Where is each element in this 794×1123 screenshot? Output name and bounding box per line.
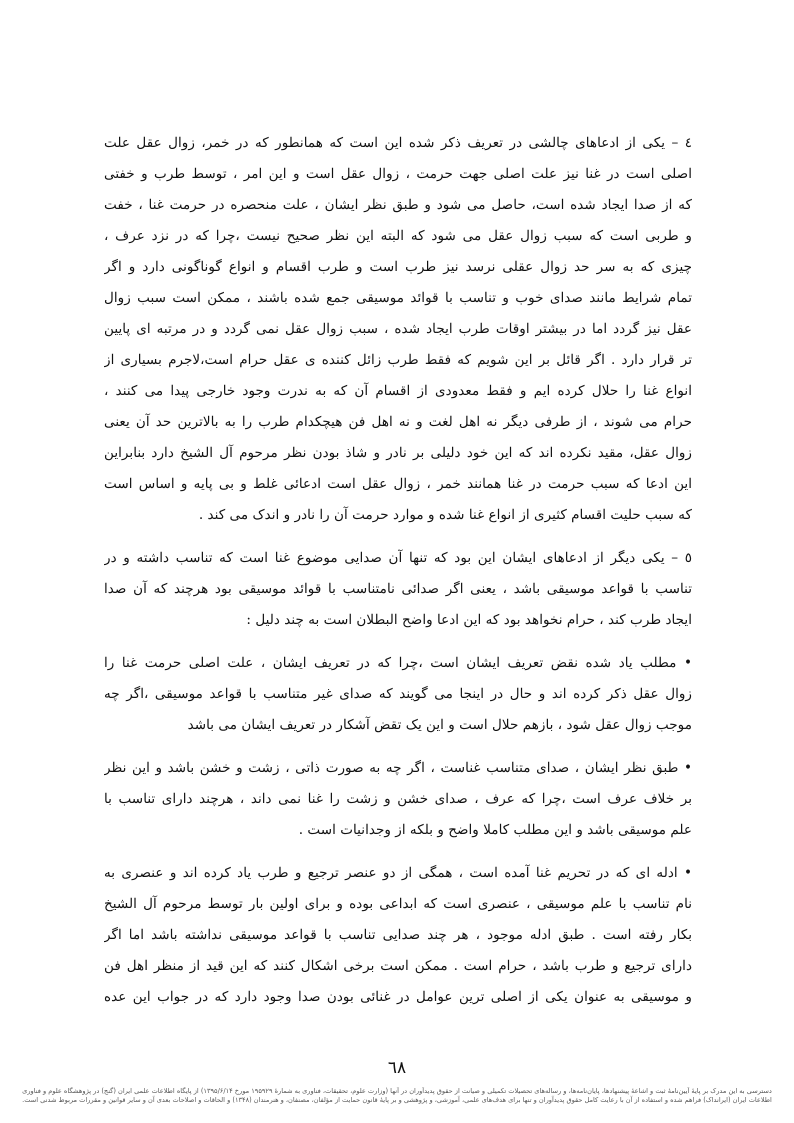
text-line: بکار رفته است . طبق ادله موجود ، هر چند صدایی تناسب با قواعد موسیقی نداشته باشد اما اگر	[104, 927, 692, 943]
text-line: اصلی است در غنا نیز علت اصلی جهت حرمت ، زوال عقل است و این امر ، توسط طرب و خفتی	[104, 166, 692, 182]
footer-line: دسترسی به این مدرک بر پایهٔ آیین‌نامهٔ ثبت و اشاعهٔ پیشنهادها، پایان‌نامه‌ها، و رساله‌های تحصیلات تکمیلی و صیانت از حقوق پدیدآوران در آنها (وزارت علوم، تحقیقات، فناوری به شمارهٔ ۱۹۵۹۲۹ مورخ ۱۳۹۵/۶/۱۴) از پایگاه اطلاعات علمی ایران (گنج) در پژوهشگاه علوم و فناوری	[22, 1087, 772, 1095]
text-line: ٤ – یکی از ادعاهای چالشی در تعریف ذکر شده این است که همانطور که در خمر، زوال عقل علت	[104, 135, 692, 151]
body-text	[104, 128, 692, 1013]
text-line: نام تناسب با علم موسیقی ، عنصری است که ابداعی بوده و برای اولین بار توسط مرحوم آل الشیخ	[104, 896, 692, 912]
text-line: دارای ترجیع و طرب باشد ، حرام است . ممکن است برخی اشکال کنند که این قید از منظر اهل فن	[104, 958, 692, 974]
text-line: حرام می شوند ، از طرفی دیگر نه اهل لغت و نه اهل فن هیچکدام طرب را به بالاترین حد آن یعنی	[104, 414, 692, 430]
paragraph-gap	[104, 846, 692, 858]
text-line: تناسب با قواعد موسیقی باشد ، یعنی اگر صدائی نامتناسب با قوائد موسیقی بود هرچند که آن صدا	[104, 581, 692, 597]
text-line: موجب زوال عقل شود ، بازهم حلال است و این یک تقض آشکار در تعریف ایشان می باشد	[187, 717, 692, 733]
text-line: که از صدا ایجاد شده است، حاصل می شود و طبق نظر ایشان ، علت منحصره در حرمت غنا ، خفت	[104, 197, 692, 213]
bullet-point-2	[104, 753, 692, 846]
text-line: ایجاد طرب کند ، حرام نخواهد بود که این ادعا واضح البطلان است به چند دلیل :	[246, 612, 692, 628]
paragraph-gap	[104, 741, 692, 753]
paragraph-gap	[104, 636, 692, 648]
paragraph-5	[104, 543, 692, 636]
text-line: که سبب حلیت اقسام کثیری از انواع غنا شده و موارد حرمت آن را نادر و اندک می کند .	[198, 507, 692, 523]
text-line: • طبق نظر ایشان ، صدای متناسب غناست ، اگر چه به صورت ذاتی ، زشت و خشن باشد و این نظر	[104, 760, 692, 776]
text-line: زوال عقل ذکر کرده اند و حال در اینجا می گویند که صدای غیر متناسب با قواعد موسیقی ،اگر چه	[104, 686, 692, 702]
text-line: و طربی است که سبب زوال عقل می شود که البته این نظر صحیح نیست ،چرا که در نزد عرف ،	[104, 228, 692, 244]
text-line: ٥ – یکی دیگر از ادعاهای ایشان این بود که تنها آن صدایی موضوع غنا است که تناسب داشته و در	[104, 550, 692, 566]
text-line: زوال عقل، مقید نکرده اند که این خود دلیلی بر نادر و شاذ بودن نظر مرحوم آل الشیخ دارد بنابراین	[104, 445, 692, 461]
text-line: علم موسیقی باشد و این مطلب کاملا واضح و بلکه از وجدانیات است .	[298, 822, 692, 838]
text-line: عقل نیز گردد اما در بیشتر اوقات طرب ایجاد شده ، سبب زوال عقل نمی گردد و در مرتبه ای پایین	[104, 321, 692, 337]
bullet-point-3	[104, 858, 692, 1013]
text-line: انواع غنا را حلال کرده ایم و فقط معدودی از اقسام آن که به ندرت وجود خارجی پیدا می کنند ،	[104, 383, 692, 399]
page-number: ٦٨	[387, 1058, 407, 1078]
text-line: چیزی که به سر حد زوال عقلی نرسد نیز طرب است و طرب اقسام و انواع گوناگونی دارد و اگر	[104, 259, 692, 275]
text-line: • ادله ای که در تحریم غنا آمده است ، همگی از دو عنصر ترجیع و طرب یاد کرده اند و عنصری به	[104, 865, 692, 881]
text-line: این ادعا که سبب حرمت در غنا همانند خمر ، زوال عقل است ادعائی غلط و بی پایه و اساس است	[104, 476, 692, 492]
text-line: تمام شرایط مانند صدای خوب و تناسب با قوائد موسیقی جمع شده باشند ، ممکن است سبب زوال	[104, 290, 692, 306]
text-line: تر قرار دارد . اگر قائل بر این شویم که فقط طرب زائل کننده ی عقل حرام است،لاجرم بسیاری از	[104, 352, 692, 368]
paragraph-4	[104, 128, 692, 531]
footer-notice	[22, 1087, 772, 1105]
bullet-point-1	[104, 648, 692, 741]
text-line: بر خلاف عرف است ،چرا که عرف ، صدای خشن و زشت را غنا نمی داند ، هرچند دارای تناسب با	[104, 791, 692, 807]
text-line: • مطلب یاد شده نقض تعریف ایشان است ،چرا که در تعریف ایشان ، علت اصلی حرمت غنا را	[104, 655, 692, 671]
footer-line: اطلاعات ایران (ایرانداک) فراهم شده و استفاده از آن با رعایت کامل حقوق پدیدآوران و تنها برای هدف‌های علمی، آموزشی، و پژوهشی و بر پایهٔ قانون حمایت از مؤلفان، مصنفان، و هنرمندان (۱۳۴۸) و الحاقات و اصلاحات بعدی آن و سایر قوانین و مقررات مربوط شدنی است.	[22, 1096, 772, 1104]
paragraph-gap	[104, 531, 692, 543]
text-line: و موسیقی به عنوان یکی از اصلی ترین عوامل در غنائی بودن صدا وجود دارد که در جواب این عده	[104, 989, 692, 1005]
